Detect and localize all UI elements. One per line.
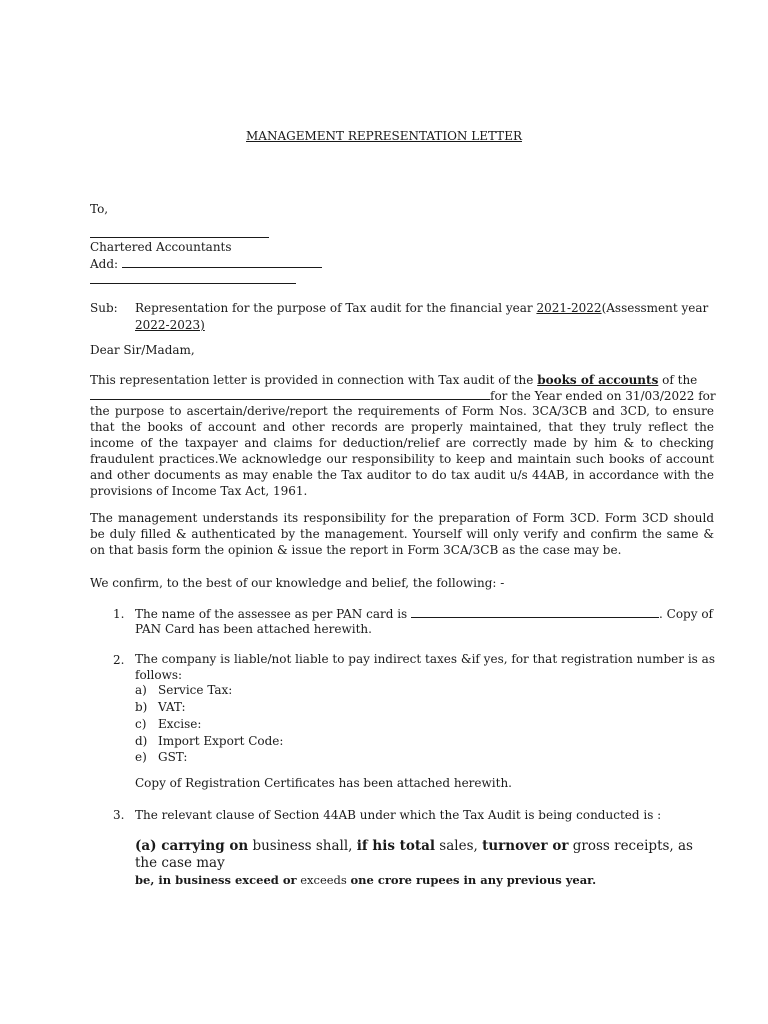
recipient-name-blank (90, 237, 269, 238)
sub-e-label: GST: (158, 750, 188, 764)
sub-d-label: Import Export Code: (158, 734, 284, 748)
financial-year: 2021-2022 (536, 301, 602, 315)
item-3-number: 3. (113, 808, 125, 822)
item-2-footer: Copy of Registration Certificates has been attached herewith. (135, 776, 512, 790)
item-2-number: 2. (113, 653, 125, 667)
para2: The management understands its responsibility for the preparation of Form 3CD. Form 3CD should be duly filled & authenticated by the management. Yourself will only verify and confirm the same & on that basis form the opinion & issue the report in Form 3CA/3CB as the case may be. (90, 511, 714, 557)
sub-d-letter: d) (135, 734, 148, 748)
books-of-accounts: books of accounts (537, 373, 659, 387)
subject-label: Sub: (90, 301, 118, 315)
sub-c-label: Excise: (158, 717, 202, 731)
recipient-title: Chartered Accountants (90, 240, 232, 254)
item-2-text: The company is liable/not liable to pay indirect taxes &if yes, for that registration number is as follows: (135, 652, 715, 682)
sub-b-letter: b) (135, 700, 148, 714)
item-1-line2: PAN Card has been attached herewith. (135, 622, 372, 636)
letter-title: MANAGEMENT REPRESENTATION LETTER (246, 129, 522, 143)
sub-e-letter: e) (135, 750, 147, 764)
item-1-line1: The name of the assessee as per PAN card is . Copy of (135, 607, 713, 621)
para1-line2: for the Year ended on 31/03/2022 for (90, 388, 716, 404)
subject-line-1 (135, 300, 708, 316)
address-label: Add: (90, 257, 119, 271)
entity-name-blank (90, 388, 490, 400)
subject-text: Representation for the purpose of Tax audit for the financial year (135, 301, 537, 315)
sub-a-label: Service Tax: (158, 683, 233, 697)
assessment-year-label: (Assessment year (601, 301, 709, 315)
address-blank (122, 256, 322, 268)
sub-a-letter: a) (135, 683, 147, 697)
address-line (90, 256, 322, 272)
para1-line1: This representation letter is provided in connection with Tax audit of the books of accounts of the (90, 373, 698, 387)
salutation: Dear Sir/Madam, (90, 343, 195, 357)
item-1-number: 1. (113, 607, 125, 621)
sub-b-label: VAT: (158, 700, 186, 714)
address-blank-2 (90, 283, 296, 284)
para1-body: the purpose to ascertain/derive/report the requirements of Form Nos. 3CA/3CB and 3CD, to ensure that the books of account and other records are properly maintained, that they truly reflect the income of the taxpayer and claims for deduction/relief are correctly made by him & to checking fraudulent practices.We acknowledge our responsibility to keep and maintain such books of account and other documents as may enable the Tax auditor to do tax audit u/s 44AB, in accordance with the provisions of Income Tax Act, 1961. (90, 404, 714, 498)
clause-a: (a) carrying on business shall, if his total sales, turnover or gross receipts, as the case may be, in business exceed or exceeds one crore rupees in any previous year. (135, 838, 693, 887)
assessee-name-blank (411, 606, 659, 618)
sub-c-letter: c) (135, 717, 147, 731)
item-3-text: The relevant clause of Section 44AB under which the Tax Audit is being conducted is : (135, 808, 662, 822)
confirm-line: We confirm, to the best of our knowledge and belief, the following: - (90, 576, 505, 590)
to-label: To, (90, 202, 109, 216)
assessment-year: 2022-2023) (135, 318, 205, 332)
